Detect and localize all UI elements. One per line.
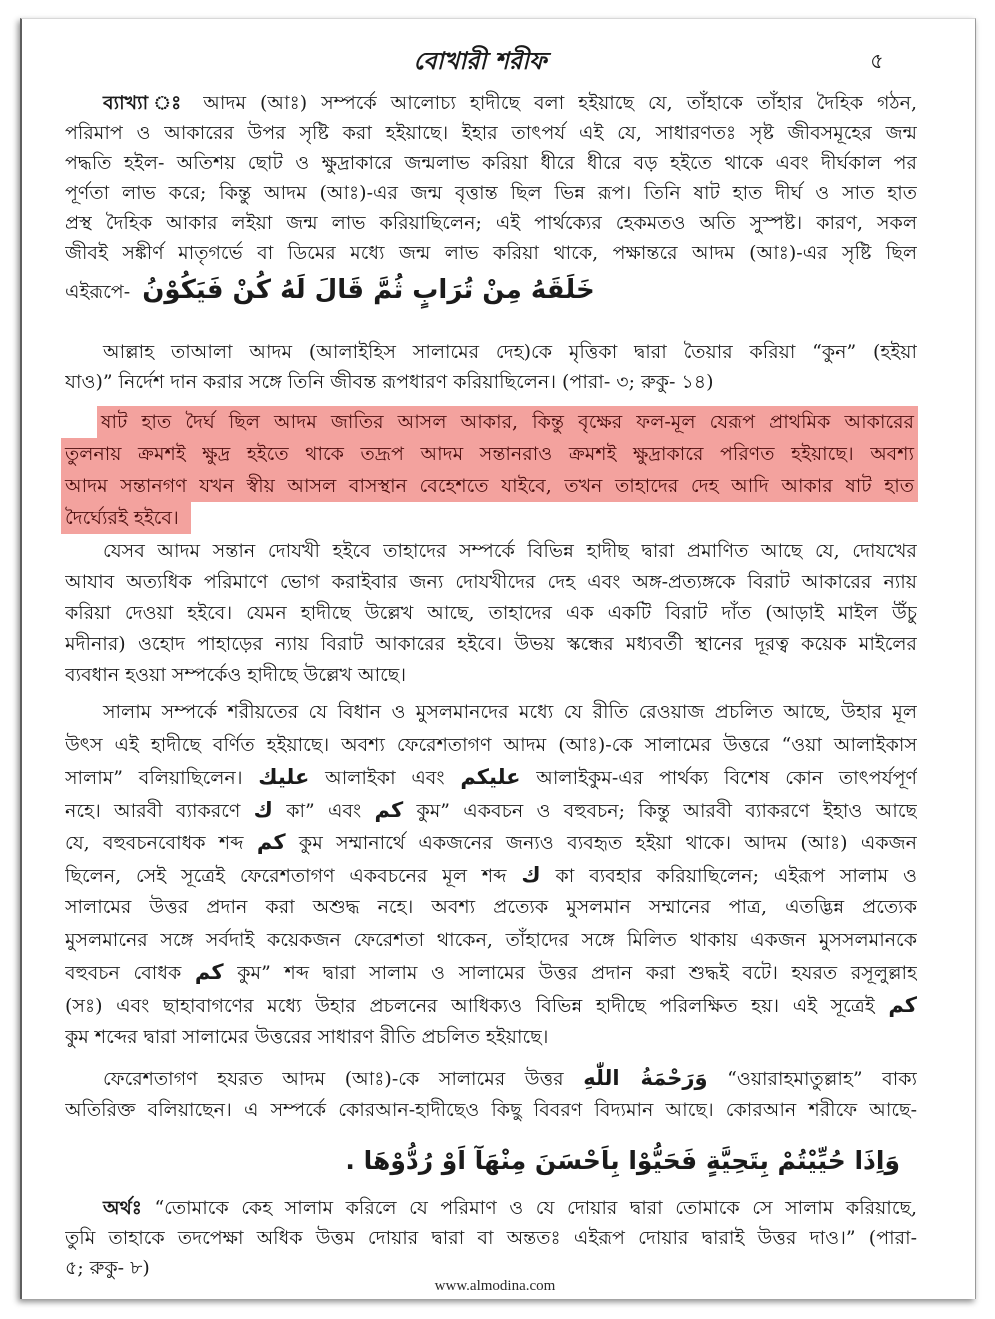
paragraph-creation-note bbox=[65, 337, 917, 397]
text-line bbox=[65, 761, 917, 794]
meaning-label: অর্থঃ bbox=[103, 1197, 142, 1219]
text-segment: কুম” একবচন ও বহুবচন; কিন্তু আরবী ব্যাকরণে ইহাও আছে bbox=[416, 799, 917, 822]
text-line: মদীনার) ওহোদ পাহাড়ের ন্যায় বিরাট আকারের হইবে। উভয় স্কন্ধের মধ্যবর্তী স্থানের দূরত্ব কয়েক মাইলের bbox=[65, 633, 917, 655]
paragraph-salam-origin bbox=[65, 696, 917, 1054]
paragraph-hell-dwellers bbox=[65, 536, 917, 691]
text-line: উৎস এই হাদীছে বর্ণিত হইয়াছে। অবশ্য ফেরেশতাগণ আদম (আঃ)-কে সালামের উত্তরে “ওয়া আলাইকাস bbox=[65, 733, 917, 756]
text-line: সালাম সম্পর্কে শরীয়তের যে বিধান ও মুসলমানদের মধ্যে যে রীতি রেওয়াজ প্রচলিত আছে, উহার মূল bbox=[103, 701, 917, 723]
text-line bbox=[65, 1062, 917, 1094]
quran-verse: وَاِذَا حُيِّيْتُمْ بِتَحِيَّةٍ فَحَيُّوْا بِاَحْسَنَ مِنْهَآ اَوْ رُدُّوْهَا . bbox=[345, 1146, 900, 1175]
text-segment: সালাম” বলিয়াছিলেন। bbox=[65, 767, 243, 789]
paragraph-highlighted bbox=[61, 406, 918, 539]
text-line bbox=[65, 989, 917, 1022]
text-line bbox=[65, 268, 917, 312]
text-line: পদ্ধতি হইল- অতিশয় ছোট ও ক্ষুদ্রাকারে জন্মলাভ করিয়া ধীরে ধীরে বড় হইতে থাকে এবং দীর্ঘকাল পর bbox=[65, 152, 917, 174]
text-line bbox=[65, 859, 917, 892]
text-line: যেসব আদম সন্তান দোযখী হইবে তাহাদের সম্পর্কে বিভিন্ন হাদীছ দ্বারা প্রমাণিত আছে যে, দোযখের bbox=[103, 540, 917, 562]
text-line: মুসলমানের সঙ্গে সর্বদাই কয়েকজন ফেরেশতা থাকেন, তাঁহাদের সঙ্গে মিলিত থাকায় একজন মুসসলমানকে bbox=[65, 928, 917, 951]
highlighted-line: তুলনায় ক্রমশই ক্ষুদ্র হইতে থাকে তদ্রূপ আদম সন্তানরাও ক্রমশই ক্ষুদ্রাকারে পরিণত হইয়াছে। অবশ্য bbox=[61, 438, 918, 470]
text-segment: এইরূপে- bbox=[65, 281, 131, 303]
text-segment: যে, বহুবচনবোধক শব্দ bbox=[65, 832, 244, 854]
text-line: পূর্ণতা লাভ করে; কিন্তু আদম (আঃ)-এর জন্ম বৃত্তান্ত ছিল ভিন্ন রূপ। তিনি ষাট হাত দীর্ঘ ও সাত হাত bbox=[65, 182, 917, 204]
paragraph-explanation bbox=[65, 88, 917, 312]
paragraph-meaning bbox=[65, 1193, 917, 1283]
page-number: ৫ bbox=[870, 49, 884, 73]
highlighted-line: আদম সন্তানগণ যখন স্বীয় আসল বাসস্থান বেহেশতে যাইবে, তখন তাহাদের দেহ আদি আকার ষাট হাত bbox=[61, 470, 918, 502]
text-line: তুমি তাহাকে তদপেক্ষা অধিক উত্তম দোয়ার দ্বারা বা অন্ততঃ এইরূপ দোয়ার দ্বারাই উত্তর দাও।” (পারা- bbox=[65, 1227, 917, 1249]
arabic-word: كم bbox=[194, 960, 224, 984]
text-line: জীবই সঙ্কীর্ণ মাতৃগর্ভে বা ডিমের মধ্যে জন্ম লাভ করিয়া থাকে, পক্ষান্তরে আদম (আঃ)-এর সৃষ্টি ছিল bbox=[65, 242, 917, 264]
text-segment: আলাইকুম-এর পার্থক্য বিশেষ কোন তাৎপর্যপূর্ণ bbox=[536, 767, 917, 789]
arabic-word: عليكم bbox=[460, 765, 521, 789]
text-segment: ছিলেন, সেই সূত্রেই ফেরেশতাগণ একবচনের মূল শব্দ bbox=[65, 864, 507, 887]
text-segment: কুম” শব্দ দ্বারা সালাম ও সালামের উত্তর প্রদান করা শুদ্ধই বটে। হযরত রসূলুল্লাহ bbox=[237, 962, 917, 984]
highlighted-line: দৈর্ঘ্যেরই হইবে। bbox=[61, 502, 191, 534]
text-line bbox=[65, 1193, 917, 1223]
text-line bbox=[65, 826, 917, 859]
footer-website: www.almodina.com bbox=[434, 1278, 556, 1294]
text-line bbox=[65, 88, 917, 118]
paragraph-angels-reply bbox=[65, 1062, 917, 1126]
arabic-word: ك bbox=[253, 797, 273, 822]
arabic-word: عليك bbox=[258, 765, 310, 789]
text-line: সালামের উত্তর প্রদান করা অশুদ্ধ নহে। অবশ্য প্রত্যেক মুসলমান সম্মানের পাত্র, এতদ্ভিন্ন প্রত্যেক bbox=[65, 896, 917, 918]
text-line: ৫; রুকু- ৮) bbox=[65, 1257, 150, 1279]
explanation-label: ব্যাখ্যা ঃ bbox=[103, 92, 190, 114]
arabic-word: كم bbox=[256, 830, 286, 854]
arabic-word: كم bbox=[374, 797, 404, 822]
text-segment: কা” এবং bbox=[286, 799, 362, 822]
text-segment: কুম সম্মানার্থে একজনের জন্যও ব্যবহৃত হইয়া থাকে। আদম (আঃ) একজন bbox=[298, 832, 917, 854]
text-line: প্রস্থ দৈহিক আকার লইয়া জন্ম লাভ করিয়াছিলেন; এই পার্থক্যের হেকমতও অতি সুস্পষ্ট। কারণ, সকল bbox=[65, 212, 917, 234]
text-segment: বহুবচন বোধক bbox=[65, 962, 182, 984]
text-line bbox=[65, 794, 917, 827]
text-segment: “তোমাকে কেহ সালাম করিলে যে পরিমাণ ও যে দোয়ার দ্বারা তোমাকে সে সালাম করিয়াছে, bbox=[154, 1197, 917, 1219]
text-segment: নহে। আরবী ব্যাকরণে bbox=[65, 799, 241, 822]
text-segment: আলাইকা এবং bbox=[325, 767, 445, 789]
text-line: আল্লাহ তাআলা আদম (আলাইহিস সালামের দেহ)কে মৃত্তিকা দ্বারা তৈয়ার করিয়া “কুন” (হইয়া bbox=[103, 341, 917, 363]
text-line: করিয়া দেওয়া হইবে। যেমন হাদীছে উল্লেখ আছে, তাহাদের এক একটি বিরাট দাঁত (আড়াই মাইল উঁচু bbox=[65, 602, 917, 624]
arabic-word: ك bbox=[521, 862, 541, 887]
text-segment: “ওয়ারাহমাতুল্লাহ” বাক্য bbox=[727, 1068, 917, 1090]
arabic-phrase: وَرَحْمَةُ اللّٰهِ bbox=[583, 1066, 708, 1090]
text-line: পরিমাপ ও আকারের উপর সৃষ্টি করা হইয়াছে। ইহার তাৎপর্য এই যে, সাধারণতঃ সৃষ্ট জীবসমূহের জন্ম bbox=[65, 122, 917, 144]
text-line: যাও)” নির্দেশ দান করার সঙ্গে তিনি জীবন্ত রূপধারণ করিয়াছিলেন। (পারা- ৩; রুকু- ১৪) bbox=[65, 371, 714, 393]
text-segment: (সঃ) এবং ছাহাবাগণের মধ্যে উহার প্রচলনের আধিক্যও বিভিন্ন হাদীছে পরিলক্ষিত হয়। এই সূত্রেই bbox=[65, 994, 875, 1017]
running-header-title: বোখারী শরীফ bbox=[413, 46, 547, 75]
highlighted-line: ষাট হাত দৈর্ঘ ছিল আদম জাতির আসল আকার, কিন্তু বৃক্ষের ফল-মূল যেরূপ প্রাথমিক আকারের bbox=[97, 406, 918, 438]
text-line: অতিরিক্ত বলিয়াছেন। এ সম্পর্কে কোরআন-হাদীছেও কিছু বিবরণ বিদ্যমান আছে। কোরআন শরীফে আছে- bbox=[65, 1099, 917, 1121]
text-segment: ফেরেশতাগণ হযরত আদম (আঃ)-কে সালামের উত্তর bbox=[103, 1068, 564, 1090]
text-segment: আদম (আঃ) সম্পর্কে আলোচ্য হাদীছে বলা হইয়াছে যে, তাঁহাকে তাঁহার দৈহিক গঠন, bbox=[203, 92, 917, 114]
text-line: ব্যবধান হওয়া সম্পর্কেও হাদীছে উল্লেখ আছে। bbox=[65, 664, 407, 686]
text-line: কুম শব্দের দ্বারা সালামের উত্তরের সাধারণ রীতি প্রচলিত হইয়াছে। bbox=[65, 1026, 549, 1048]
text-segment: কা ব্যবহার করিয়াছিলেন; এইরূপ সালাম ও bbox=[555, 864, 917, 887]
text-line: আযাব অত্যধিক পরিমাণে ভোগ করাইবার জন্য দোযখীদের দেহ এবং অঙ্গ-প্রত্যঙ্গকে বিরাট আকারের ন্যায় bbox=[65, 571, 917, 593]
arabic-word: كم bbox=[888, 992, 917, 1017]
text-line bbox=[65, 956, 917, 989]
arabic-phrase: خَلَقَهُ مِنْ تُرَابٍ ثُمَّ قَالَ لَهُ كُنْ فَيَكُوْنُ bbox=[142, 275, 595, 305]
